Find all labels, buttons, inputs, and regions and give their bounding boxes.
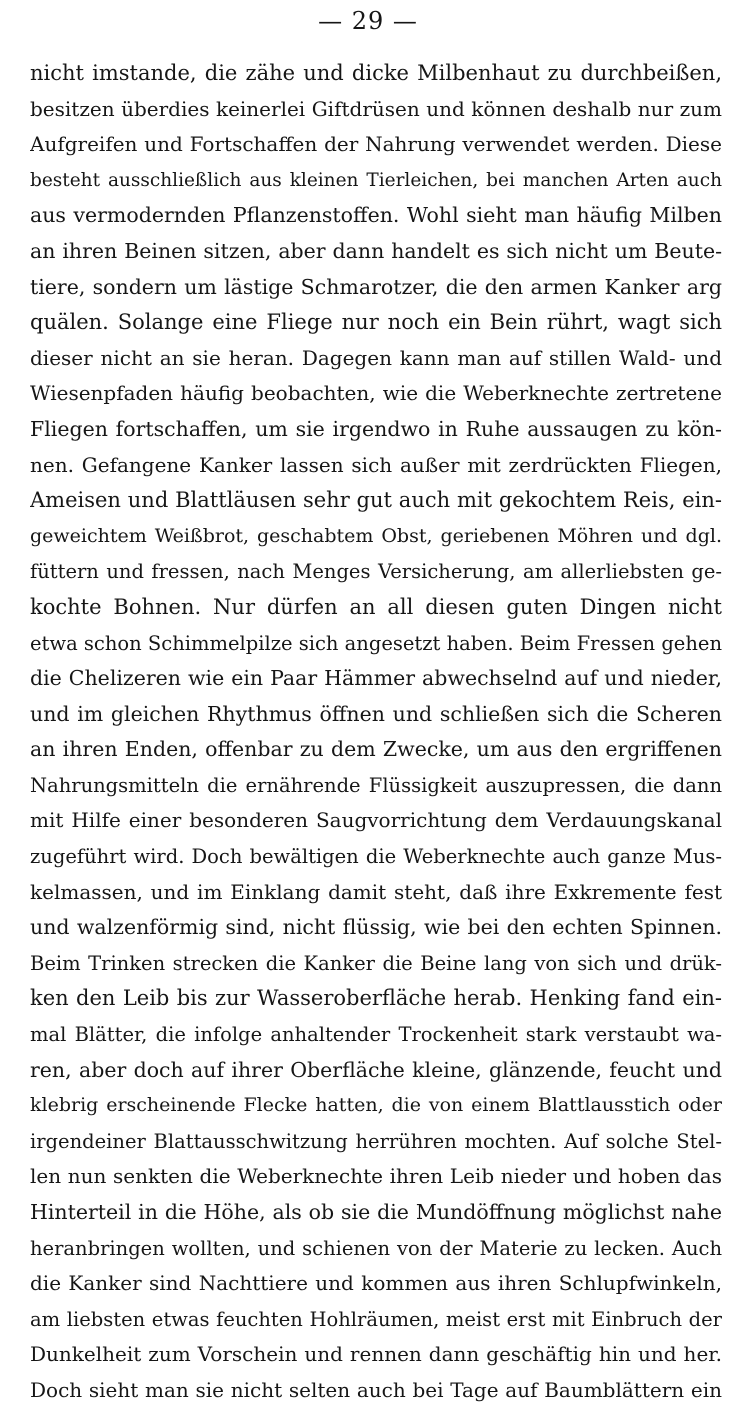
text-line: Nahrungsmitteln die ernährende Flüssigkeit auszupressen, die dann — [30, 773, 722, 797]
text-line: Aufgreifen und Fortschaffen der Nahrung verwendet werden. Diese — [30, 132, 722, 157]
text-line: irgendeiner Blattausschwitzung herrühren mochten. Auf solche Stel- — [30, 1129, 722, 1153]
text-line: nicht imstande, die zähe und dicke Milbenhaut zu durchbeißen, — [30, 61, 722, 85]
text-line: an ihren Enden, offenbar zu dem Zwecke, um aus den ergriffenen — [30, 737, 722, 762]
text-line: quälen. Solange eine Fliege nur noch ein Bein rührt, wagt sich — [30, 310, 722, 335]
page-number: — 29 — — [318, 7, 418, 35]
text-line: etwa schon Schimmelpilze sich angesetzt haben. Beim Fressen gehen — [30, 631, 722, 655]
text-line: tiere, sondern um lästige Schmarotzer, die den armen Kanker arg — [30, 274, 722, 299]
text-line: dieser nicht an sie heran. Dagegen kann man auf stillen Wald- und — [30, 345, 722, 370]
text-line: mal Blätter, die infolge anhaltender Trockenheit stark verstaubt wa- — [30, 1023, 722, 1047]
text-line: und walzenförmig sind, nicht flüssig, wie bei den echten Spinnen. — [30, 915, 722, 940]
text-line: besteht ausschließlich aus kleinen Tierleichen, bei manchen Arten auch — [30, 169, 722, 191]
text-line: kochte Bohnen. Nur dürfen an all diesen guten Dingen nicht — [30, 594, 722, 619]
text-line: Dunkelheit zum Vorschein und rennen dann geschäftig hin und her. — [30, 1342, 722, 1367]
text-line: zugeführt wird. Doch bewältigen die Weberknechte auch ganze Mus- — [30, 845, 722, 869]
text-line: aus vermodernden Pflanzenstoffen. Wohl sieht man häufig Milben — [30, 203, 722, 228]
text-line: len nun senkten die Weberknechte ihren Leib nieder und hoben das — [30, 1164, 722, 1189]
text-line: die Kanker sind Nachttiere und kommen aus ihren Schlupfwinkeln, — [30, 1271, 722, 1296]
text-line: Ameisen und Blattläusen sehr gut auch mit gekochtem Reis, ein- — [30, 488, 722, 513]
text-line: geweichtem Weißbrot, geschabtem Obst, geriebenen Möhren und dgl. — [30, 524, 722, 547]
text-line: Fliegen fortschaffen, um sie irgendwo in Ruhe aussaugen zu kön- — [30, 416, 722, 441]
text-line: Wiesenpfaden häufig beobachten, wie die Weberknechte zertretene — [30, 381, 722, 406]
text-line: besitzen überdies keinerlei Giftdrüsen und können deshalb nur zum — [30, 96, 722, 121]
text-line: mit Hilfe einer besonderen Saugvorrichtung dem Verdauungskanal — [30, 808, 722, 833]
text-line: Beim Trinken strecken die Kanker die Beine lang von sich und drük- — [30, 951, 722, 975]
text-line: die Chelizeren wie ein Paar Hämmer abwechselnd auf und nieder, — [30, 666, 722, 691]
text-line: ren, aber doch auf ihrer Oberfläche kleine, glänzende, feucht und — [30, 1057, 722, 1082]
body-text — [30, 56, 722, 1409]
text-line: an ihren Beinen sitzen, aber dann handelt es sich nicht um Beute- — [30, 238, 722, 263]
text-line: nen. Gefangene Kanker lassen sich außer mit zerdrückten Fliegen, — [30, 452, 722, 477]
text-line: Hinterteil in die Höhe, als ob sie die Mundöffnung möglichst nahe — [30, 1200, 722, 1224]
text-line: füttern und fressen, nach Menges Versicherung, am allerliebsten ge- — [30, 560, 722, 584]
text-line: heranbringen wollten, und schienen von der Materie zu lecken. Auch — [30, 1236, 722, 1260]
text-line: und im gleichen Rhythmus öffnen und schließen sich die Scheren — [30, 701, 722, 726]
text-line: Doch sieht man sie nicht selten auch bei Tage auf Baumblättern ein — [30, 1377, 722, 1402]
text-line: klebrig erscheinende Flecke hatten, die von einem Blattlausstich oder — [30, 1094, 722, 1117]
text-line: kelmassen, und im Einklang damit steht, daß ihre Exkremente fest — [30, 879, 722, 904]
text-line: ken den Leib bis zur Wasseroberfläche herab. Henking fand ein- — [30, 986, 722, 1011]
text-line: am liebsten etwas feuchten Hohlräumen, meist erst mit Einbruch der — [30, 1307, 722, 1331]
